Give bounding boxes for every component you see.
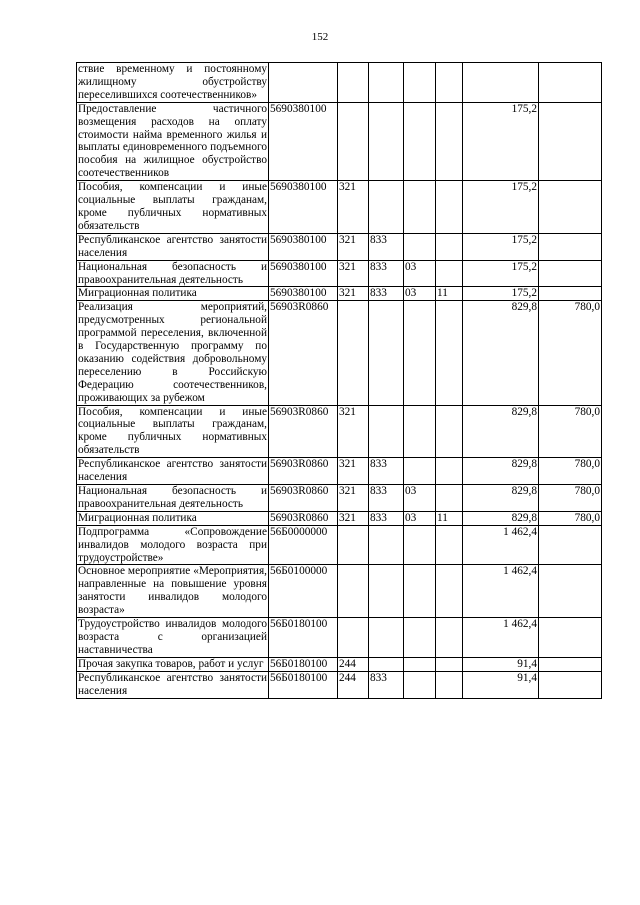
- federal-amount-cell: [539, 233, 602, 260]
- subsection-code-cell: [436, 485, 463, 512]
- target-article-code-cell: 56Б0180100: [269, 618, 338, 658]
- section-code-cell: 03: [404, 287, 436, 301]
- administrator-code-cell: 833: [369, 671, 404, 698]
- administrator-code-cell: [369, 102, 404, 180]
- expense-type-code-cell: 321: [338, 233, 369, 260]
- section-code-cell: [404, 63, 436, 103]
- table-row: [77, 458, 602, 485]
- subsection-code-cell: [436, 657, 463, 671]
- administrator-code-cell: [369, 618, 404, 658]
- subsection-code-cell: [436, 405, 463, 458]
- expense-type-code-cell: 244: [338, 657, 369, 671]
- total-amount-cell: 829,8: [463, 485, 539, 512]
- target-article-code-cell: 5690380100: [269, 287, 338, 301]
- expense-type-code-cell: [338, 525, 369, 565]
- row-name-cell: Предоставление частичного возмещения расходов на оплату стоимости найма временного жилья и выплаты единовременного подъемного пособия на жилищное обустройство соотечественников: [78, 102, 267, 180]
- administrator-code-cell: 833: [369, 260, 404, 287]
- table-row: [77, 102, 602, 180]
- row-name-cell: Пособия, компенсации и иные социальные выплаты гражданам, кроме публичных нормативных обязательств: [78, 181, 267, 232]
- target-article-code-cell: 56Б0000000: [269, 525, 338, 565]
- subsection-code-cell: [436, 181, 463, 234]
- subsection-code-cell: [436, 301, 463, 405]
- administrator-code-cell: 833: [369, 233, 404, 260]
- section-code-cell: [404, 233, 436, 260]
- row-name-cell: Миграционная политика: [77, 511, 269, 525]
- federal-amount-cell: 780,0: [539, 301, 602, 405]
- table-row: [77, 618, 602, 658]
- federal-amount-cell: [539, 565, 602, 618]
- total-amount-cell: 175,2: [463, 181, 539, 234]
- row-name-cell: Трудоустройство инвалидов молодого возраста с организацией наставничества: [78, 618, 267, 656]
- section-code-cell: 03: [404, 485, 436, 512]
- target-article-code-cell: 5690380100: [269, 102, 338, 180]
- total-amount-cell: 175,2: [463, 260, 539, 287]
- page-number: 152: [311, 31, 329, 43]
- expense-type-code-cell: 321: [338, 181, 369, 234]
- target-article-code-cell: 56903R0860: [269, 301, 338, 405]
- administrator-code-cell: 833: [369, 485, 404, 512]
- target-article-code-cell: 56903R0860: [269, 485, 338, 512]
- row-name-cell: Республиканское агентство занятости населения: [78, 233, 267, 259]
- table-row: [77, 657, 602, 671]
- federal-amount-cell: [539, 102, 602, 180]
- total-amount-cell: 829,8: [463, 511, 539, 525]
- expense-type-code-cell: [338, 63, 369, 103]
- row-name-cell: Прочая закупка товаров, работ и услуг: [77, 657, 269, 671]
- administrator-code-cell: [369, 525, 404, 565]
- expense-type-code-cell: 321: [338, 287, 369, 301]
- total-amount-cell: 1 462,4: [463, 565, 539, 618]
- row-name-cell: Республиканское агентство занятости населения: [78, 671, 267, 697]
- federal-amount-cell: 780,0: [539, 405, 602, 458]
- table-row: [77, 671, 602, 698]
- federal-amount-cell: 780,0: [539, 511, 602, 525]
- total-amount-cell: [463, 63, 539, 103]
- subsection-code-cell: [436, 102, 463, 180]
- table-row: [77, 233, 602, 260]
- federal-amount-cell: [539, 618, 602, 658]
- federal-amount-cell: [539, 525, 602, 565]
- federal-amount-cell: [539, 181, 602, 234]
- table-row: [77, 525, 602, 565]
- table-row: [77, 260, 602, 287]
- row-name-cell: Пособия, компенсации и иные социальные выплаты гражданам, кроме публичных нормативных обязательств: [78, 405, 267, 457]
- row-name-cell: Национальная безопасность и правоохранительная деятельность: [78, 260, 267, 286]
- expense-type-code-cell: [338, 102, 369, 180]
- section-code-cell: [404, 671, 436, 698]
- subsection-code-cell: 11: [436, 511, 463, 525]
- expense-type-code-cell: 321: [338, 458, 369, 485]
- subsection-code-cell: [436, 565, 463, 618]
- administrator-code-cell: [369, 301, 404, 405]
- expense-type-code-cell: 321: [338, 511, 369, 525]
- target-article-code-cell: 5690380100: [269, 233, 338, 260]
- subsection-code-cell: [436, 260, 463, 287]
- total-amount-cell: 91,4: [463, 671, 539, 698]
- target-article-code-cell: 56Б0180100: [269, 671, 338, 698]
- section-code-cell: [404, 618, 436, 658]
- federal-amount-cell: [539, 671, 602, 698]
- total-amount-cell: 1 462,4: [463, 525, 539, 565]
- federal-amount-cell: 780,0: [539, 485, 602, 512]
- section-code-cell: [404, 301, 436, 405]
- administrator-code-cell: 833: [369, 287, 404, 301]
- row-name-cell: Миграционная политика: [77, 287, 269, 301]
- administrator-code-cell: [369, 657, 404, 671]
- budget-table-body: [77, 63, 602, 699]
- target-article-code-cell: 5690380100: [269, 181, 338, 234]
- expense-type-code-cell: 244: [338, 671, 369, 698]
- administrator-code-cell: [369, 565, 404, 618]
- expense-type-code-cell: 321: [338, 485, 369, 512]
- section-code-cell: 03: [404, 511, 436, 525]
- budget-table: [76, 62, 602, 699]
- subsection-code-cell: [436, 233, 463, 260]
- subsection-code-cell: [436, 525, 463, 565]
- federal-amount-cell: [539, 657, 602, 671]
- total-amount-cell: 175,2: [463, 102, 539, 180]
- row-name-cell: Подпрограмма «Сопровождение инвалидов молодого возраста при трудоустройстве»: [78, 525, 267, 564]
- administrator-code-cell: [369, 405, 404, 458]
- target-article-code-cell: 5690380100: [269, 260, 338, 287]
- target-article-code-cell: 56903R0860: [269, 458, 338, 485]
- target-article-code-cell: 56903R0860: [269, 405, 338, 458]
- subsection-code-cell: 11: [436, 287, 463, 301]
- table-row: [77, 565, 602, 618]
- total-amount-cell: 175,2: [463, 233, 539, 260]
- target-article-code-cell: 56903R0860: [269, 511, 338, 525]
- table-row: [77, 287, 602, 301]
- subsection-code-cell: [436, 671, 463, 698]
- section-code-cell: [404, 458, 436, 485]
- total-amount-cell: 829,8: [463, 301, 539, 405]
- section-code-cell: [404, 525, 436, 565]
- expense-type-code-cell: 321: [338, 260, 369, 287]
- row-name-cell: ствие временному и постоянному жилищному обустройству переселившихся соотечественников»: [78, 63, 267, 101]
- table-row: [77, 485, 602, 512]
- expense-type-code-cell: [338, 301, 369, 405]
- row-name-cell: Республиканское агентство занятости населения: [78, 458, 267, 484]
- section-code-cell: [404, 405, 436, 458]
- row-name-cell: Основное мероприятие «Мероприятия, направленные на повышение уровня занятости инвалидов молодого возраста»: [78, 565, 267, 617]
- subsection-code-cell: [436, 63, 463, 103]
- table-row: [77, 301, 602, 405]
- section-code-cell: [404, 565, 436, 618]
- administrator-code-cell: 833: [369, 458, 404, 485]
- row-name-cell: Национальная безопасность и правоохранительная деятельность: [78, 485, 267, 510]
- table-row: [77, 405, 602, 458]
- federal-amount-cell: [539, 63, 602, 103]
- expense-type-code-cell: [338, 565, 369, 618]
- expense-type-code-cell: 321: [338, 405, 369, 458]
- expense-type-code-cell: [338, 618, 369, 658]
- administrator-code-cell: [369, 181, 404, 234]
- administrator-code-cell: [369, 63, 404, 103]
- federal-amount-cell: 780,0: [539, 458, 602, 485]
- subsection-code-cell: [436, 618, 463, 658]
- federal-amount-cell: [539, 260, 602, 287]
- subsection-code-cell: [436, 458, 463, 485]
- table-row: [77, 181, 602, 234]
- section-code-cell: 03: [404, 260, 436, 287]
- total-amount-cell: 175,2: [463, 287, 539, 301]
- table-row: [77, 63, 602, 103]
- total-amount-cell: 1 462,4: [463, 618, 539, 658]
- administrator-code-cell: 833: [369, 511, 404, 525]
- total-amount-cell: 829,8: [463, 458, 539, 485]
- target-article-code-cell: 56Б0100000: [269, 565, 338, 618]
- total-amount-cell: 829,8: [463, 405, 539, 458]
- section-code-cell: [404, 102, 436, 180]
- total-amount-cell: 91,4: [463, 657, 539, 671]
- target-article-code-cell: 56Б0180100: [269, 657, 338, 671]
- federal-amount-cell: [539, 287, 602, 301]
- section-code-cell: [404, 657, 436, 671]
- table-row: [77, 511, 602, 525]
- section-code-cell: [404, 181, 436, 234]
- target-article-code-cell: [269, 63, 338, 103]
- row-name-cell: Реализация мероприятий, предусмотренных региональной программой переселения, включенной в Государственную программу по оказанию содействия добровольному переселению в Российскую Федерацию соотечественников, проживающих за рубежом: [78, 301, 267, 404]
